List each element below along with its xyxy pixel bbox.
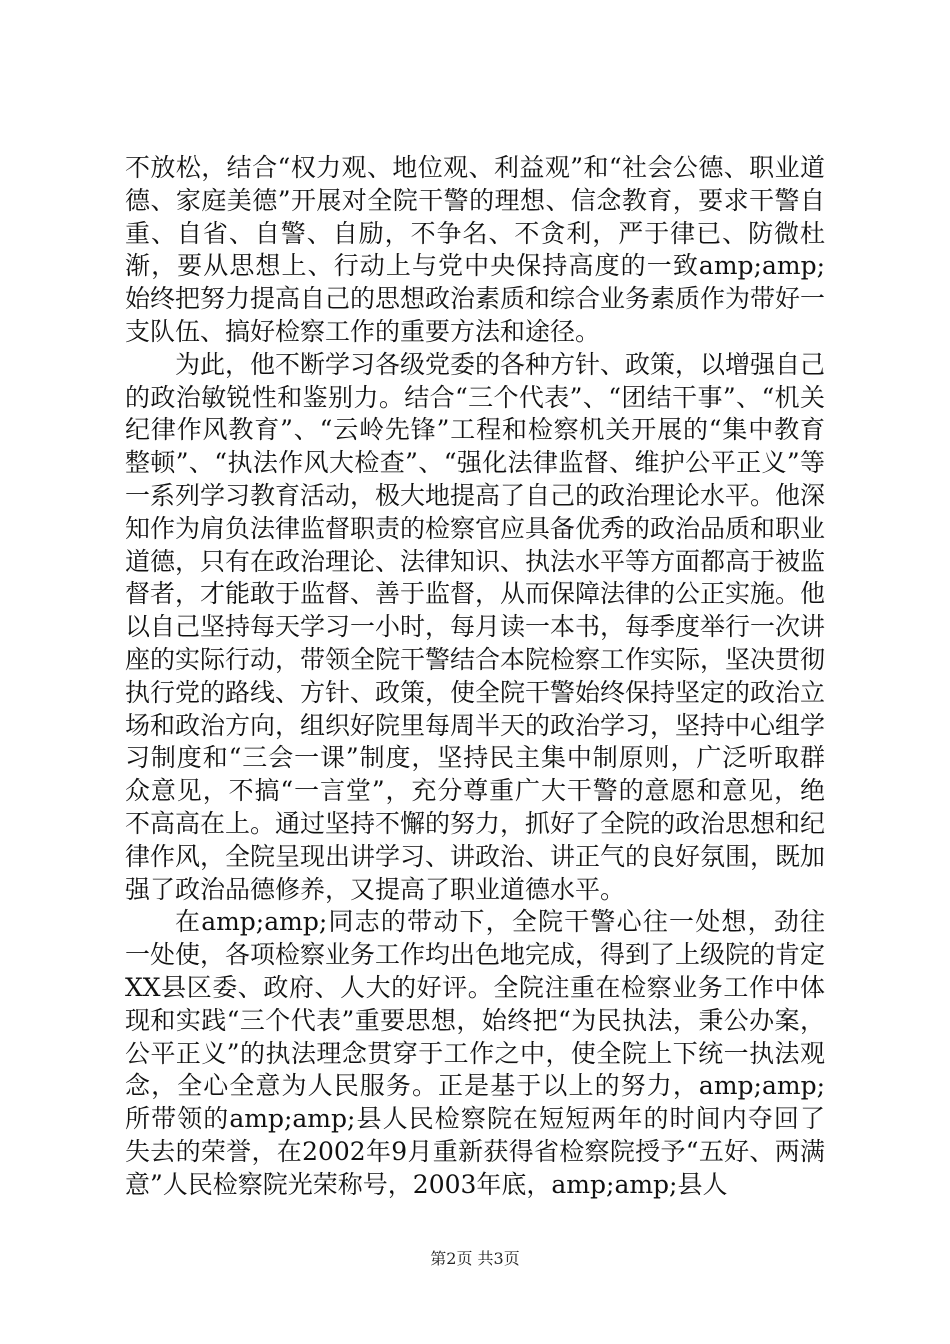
paragraph-1: 不放松，结合“权力观、地位观、利益观”和“社会公德、职业道德、家庭美德”开展对全院干警的理想、信念教育，要求干警自重、自省、自警、自励，不争名、不贪利，严于律已、防微杜渐，要从思想上、行动上与党中央保持高度的一致amp;amp;始终把努力提高自己的思想政治素质和综合业务素质作为带好一支队伍、搞好检察工作的重要方法和途径。 [125,153,826,346]
paragraph-3: 在amp;amp;同志的带动下，全院干警心往一处想，劲往一处使，各项检察业务工作均出色地完成，得到了上级院的肯定XX县区委、政府、人大的好评。全院注重在检察业务工作中体现和实践“三个代表”重要思想，始终把“为民执法，秉公办案，公平正义”的执法理念贯穿于工作之中，使全院上下统一执法观念，全心全意为人民服务。正是基于以上的努力，amp;amp;所带领的amp;amp;县人民检察院在短短两年的时间内夺回了失去的荣誉，在2002年9月重新获得省检察院授予“五好、两满意”人民检察院光荣称号，2003年底，amp;amp;县人 [125,907,826,1199]
page-footer: 第2页 共3页 [430,1249,520,1268]
body-text [125,152,825,1202]
paragraph-2: 为此，他不断学习各级党委的各种方针、政策，以增强自己的政治敏锐性和鉴别力。结合“三个代表”、“团结干事”、“机关纪律作风教育”、“云岭先锋”工程和检察机关开展的“集中教育整顿”、“执法作风大检查”、“强化法律监督、维护公平正义”等一系列学习教育活动，极大地提高了自己的政治理论水平。他深知作为肩负法律监督职责的检察官应具备优秀的政治品质和职业道德，只有在政治理论、法律知识、执法水平等方面都高于被监督者，才能敢于监督、善于监督，从而保障法律的公正实施。他以自己坚持每天学习一小时，每月读一本书，每季度举行一次讲座的实际行动，带领全院干警结合本院检察工作实际，坚决贯彻执行党的路线、方针、政策，使全院干警始终保持坚定的政治立场和政治方向，组织好院里每周半天的政治学习，坚持中心组学习制度和“三会一课”制度，坚持民主集中制原则，广泛听取群众意见，不搞“一言堂”，充分尊重广大干警的意愿和意见，绝不高高在上。通过坚持不懈的努力，抓好了全院的政治思想和纪律作风，全院呈现出讲学习、讲政治、讲正气的良好氛围，既加强了政治品德修养，又提高了职业道德水平。 [125,349,826,904]
